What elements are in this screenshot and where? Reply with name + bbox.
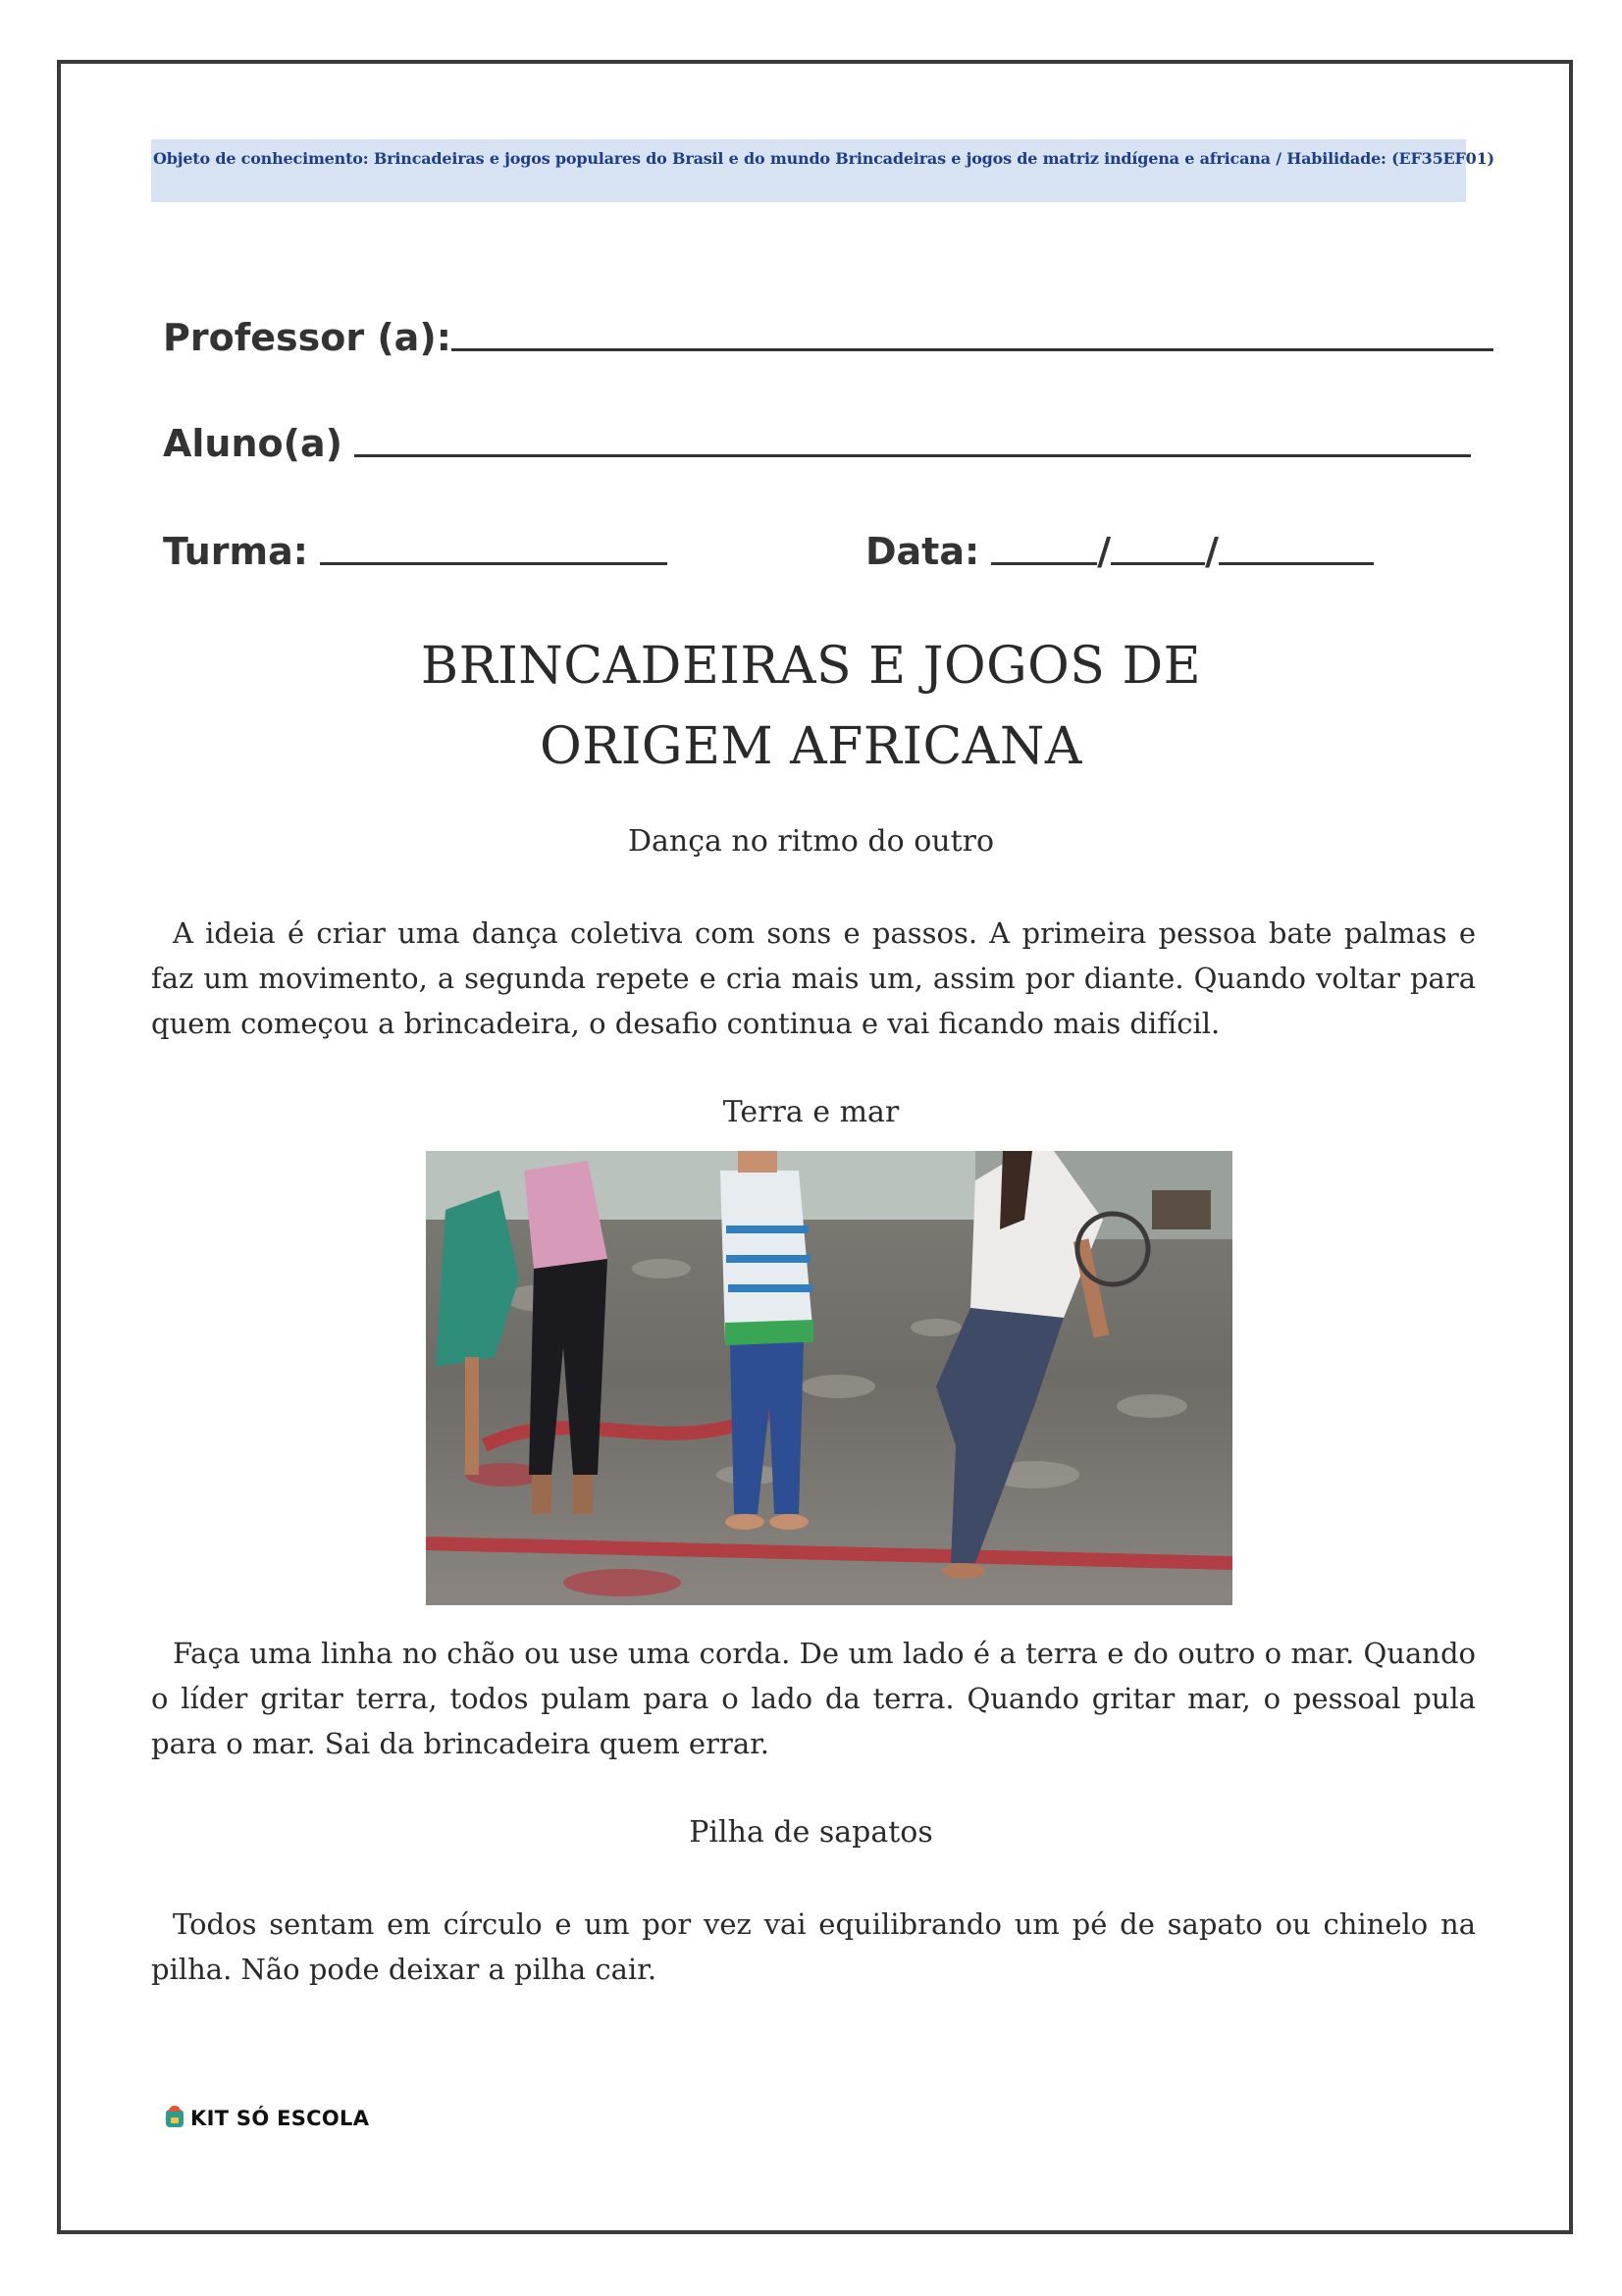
knowledge-object-banner	[151, 139, 1494, 202]
banner-text: Objeto de conhecimento: Brincadeiras e jogos populares do Brasil e do mundo Brincadeiras e jogos de matriz indígena e africana / Habilidade: (EF35EF01)	[153, 149, 1494, 168]
section-text-2: Faça uma linha no chão ou use uma corda. De um lado é a terra e do outro o mar. Quando o líder gritar terra, todos pulam para o lado da terra. Quando gritar mar, o pessoal pula para o mar. Sai da brincadeira quem errar.	[151, 1637, 1476, 1760]
section-heading-3: Pilha de sapatos	[689, 1815, 933, 1850]
title-line-1: BRINCADEIRAS E JOGOS DE	[420, 637, 1202, 696]
class-label: Turma:	[163, 530, 308, 573]
professor-blank-line[interactable]	[451, 348, 1493, 351]
professor-field[interactable]	[163, 316, 1493, 359]
class-blank-line[interactable]	[320, 562, 667, 565]
title-line-2: ORIGEM AFRICANA	[540, 717, 1082, 776]
date-month-line[interactable]	[1111, 562, 1205, 565]
section-text-1: A ideia é criar uma dança coletiva com sons e passos. A primeira pessoa bate palmas e faz um movimento, a segunda repete e cria mais um, assim por diante. Quando voltar para quem começou a brincadeira, o desafio continua e vai ficando mais difícil.	[151, 916, 1476, 1040]
section-text-3: Todos sentam em círculo e um por vez vai equilibrando um pé de sapato ou chinelo na pilha. Não pode deixar a pilha cair.	[151, 1907, 1476, 1986]
student-label: Aluno(a)	[163, 422, 343, 465]
document-title	[0, 626, 1622, 787]
date-label: Data:	[865, 530, 980, 573]
date-day-line[interactable]	[991, 562, 1097, 565]
section-heading-2: Terra e mar	[722, 1095, 900, 1129]
date-field[interactable]	[865, 530, 1374, 573]
student-blank-line[interactable]	[354, 454, 1471, 457]
date-separator-2: /	[1205, 530, 1219, 573]
professor-label: Professor (a):	[163, 316, 451, 359]
section-heading-1: Dança no ritmo do outro	[627, 824, 995, 859]
brand-name: KIT SÓ ESCOLA	[190, 2106, 370, 2130]
date-separator-1: /	[1097, 530, 1112, 573]
date-year-line[interactable]	[1219, 562, 1374, 565]
children-playing-photo	[426, 1151, 1232, 1605]
backpack-icon	[163, 2102, 186, 2134]
student-field[interactable]	[163, 422, 1471, 465]
brand-logo	[163, 2102, 369, 2134]
class-field[interactable]	[163, 530, 667, 573]
